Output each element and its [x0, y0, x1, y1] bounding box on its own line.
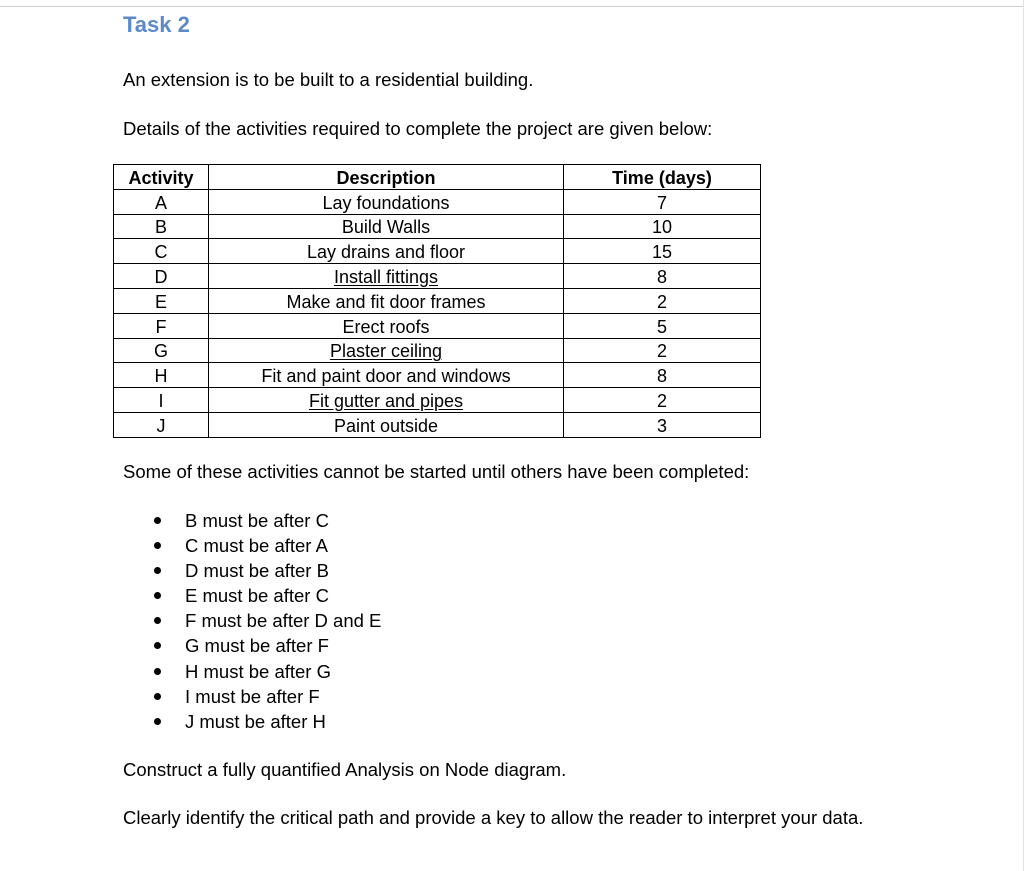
header-activity: Activity: [114, 165, 209, 190]
dependency-text: B must be after C: [185, 510, 329, 531]
bullet-icon: [154, 718, 161, 725]
time-cell: 15: [564, 239, 761, 264]
list-item: [140, 659, 381, 684]
description-cell: Lay foundations: [209, 189, 564, 214]
time-cell: 7: [564, 189, 761, 214]
description-cell: Lay drains and floor: [209, 239, 564, 264]
table-row: [114, 313, 761, 338]
dependencies-list: [140, 508, 381, 734]
dependencies-intro-paragraph: Some of these activities cannot be started until others have been completed:: [123, 461, 750, 482]
description-cell: Erect roofs: [209, 313, 564, 338]
list-item: [140, 558, 381, 583]
header-time: Time (days): [564, 165, 761, 190]
dependency-text: F must be after D and E: [185, 610, 382, 632]
table-header-row: [114, 165, 761, 190]
table-row: [114, 288, 761, 313]
activity-cell: A: [114, 189, 209, 214]
key-instruction: Clearly identify the critical path and provide a key to allow the reader to interpret your data.: [123, 807, 864, 828]
table-row: [114, 363, 761, 388]
activity-cell: B: [114, 214, 209, 239]
description-cell: Make and fit door frames: [209, 288, 564, 313]
list-item: [140, 533, 381, 558]
dependency-text: H must be after G: [185, 660, 331, 682]
list-item: [140, 583, 381, 608]
activity-cell: I: [114, 388, 209, 413]
dependency-text: C must be after A: [185, 535, 328, 557]
activity-cell: G: [114, 338, 209, 363]
list-item: [140, 608, 381, 633]
bullet-icon: [154, 668, 161, 675]
activity-cell: C: [114, 239, 209, 264]
header-description: Description: [209, 165, 564, 190]
activity-cell: E: [114, 288, 209, 313]
table-row: [114, 412, 761, 437]
time-cell: 2: [564, 388, 761, 413]
activity-cell: H: [114, 363, 209, 388]
list-item: [140, 709, 381, 734]
top-divider: [0, 0, 1024, 7]
dependency-text: G must be after F: [185, 635, 329, 657]
table-row: [114, 338, 761, 363]
bullet-icon: [154, 693, 161, 700]
construct-instruction: Construct a fully quantified Analysis on Node diagram.: [123, 759, 567, 780]
time-cell: 5: [564, 313, 761, 338]
intro-paragraph: An extension is to be built to a residential building.: [123, 69, 534, 90]
time-cell: 3: [564, 412, 761, 437]
time-cell: 10: [564, 214, 761, 239]
table-row: [114, 214, 761, 239]
dependency-text: E must be after C: [185, 585, 329, 607]
time-cell: 2: [564, 288, 761, 313]
activities-table: [113, 164, 761, 438]
time-cell: 8: [564, 363, 761, 388]
dependency-text: J must be after H: [185, 710, 326, 732]
bullet-icon: [154, 567, 161, 574]
bullet-icon: [154, 542, 161, 549]
description-cell: Install fittings: [209, 264, 564, 289]
task-title: Task 2: [123, 12, 190, 37]
activity-cell: D: [114, 264, 209, 289]
time-cell: 8: [564, 264, 761, 289]
description-cell: Paint outside: [209, 412, 564, 437]
list-item: [140, 633, 381, 658]
bullet-icon: [154, 592, 161, 599]
dependency-text: I must be after F: [185, 685, 320, 707]
description-cell: Plaster ceiling: [209, 338, 564, 363]
activity-cell: J: [114, 412, 209, 437]
dependency-text: D must be after B: [185, 560, 329, 582]
table-row: [114, 239, 761, 264]
activity-cell: F: [114, 313, 209, 338]
description-cell: Fit gutter and pipes: [209, 388, 564, 413]
table-row: [114, 388, 761, 413]
description-cell: Build Walls: [209, 214, 564, 239]
time-cell: 2: [564, 338, 761, 363]
table-row: [114, 189, 761, 214]
bullet-icon: [154, 617, 161, 624]
table-row: [114, 264, 761, 289]
details-intro-paragraph: Details of the activities required to complete the project are given below:: [123, 118, 713, 139]
bullet-icon: [154, 517, 161, 524]
bullet-icon: [154, 642, 161, 649]
list-item: [140, 508, 381, 533]
description-cell: Fit and paint door and windows: [209, 363, 564, 388]
list-item: [140, 684, 381, 709]
